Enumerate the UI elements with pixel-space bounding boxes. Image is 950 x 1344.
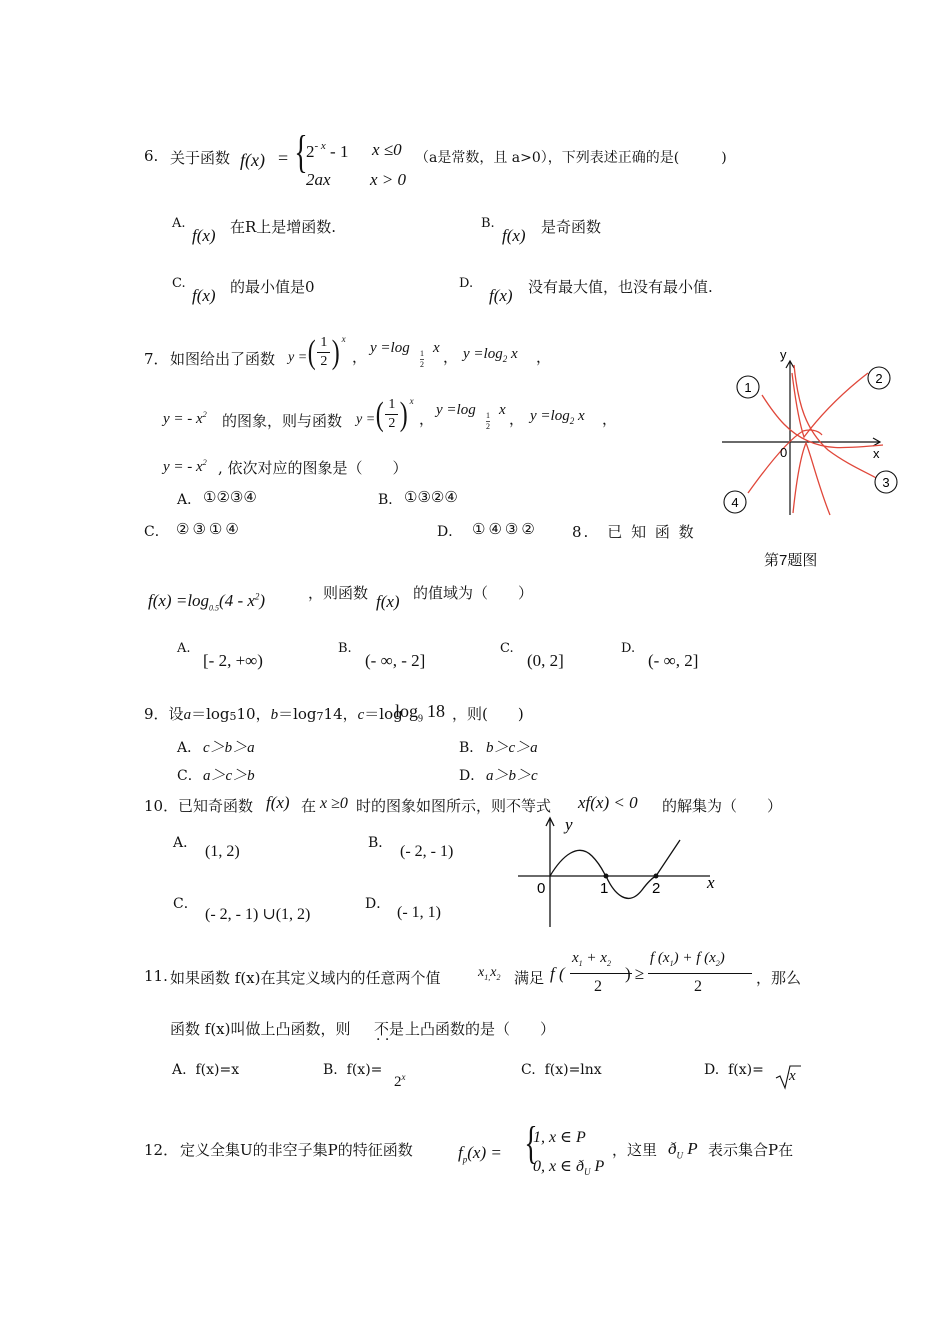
q10-opt-c-math: (- 2, - 1) ∪(1, 2) xyxy=(205,906,311,923)
q6-piece2: 2ax xyxy=(306,170,331,189)
q6-opt-a-math: f(x) xyxy=(192,226,216,245)
q12-piece2: 0, x ∈ $ð_U$ P xyxy=(533,1158,605,1178)
q10-lead: 已知奇函数 xyxy=(178,797,254,815)
q6-tail: （a是常数，且 a>0），下列表述正确的是( ) xyxy=(415,150,727,166)
q6-opt-d-text: 没有最大值，也没有最小值. xyxy=(528,278,713,296)
q10-tail: 的解集为（ ） xyxy=(662,797,783,815)
q6-opt-a-text: 在R上是增函数. xyxy=(230,218,337,236)
q7-opt-b-label: B． xyxy=(378,492,403,508)
q9-opt-a-math: c＞b＞a xyxy=(203,740,255,756)
q10-x-label: x xyxy=(707,873,715,892)
q7-curve-3 xyxy=(794,365,878,479)
q7-opt-a-text: ①②③④ xyxy=(203,488,257,506)
q7-circle-label-3: 3 xyxy=(882,475,890,490)
q6-opt-c-text: 的最小值是0 xyxy=(230,278,315,296)
q7-opt-c-text: ②③①④ xyxy=(176,520,242,538)
q11-number: 11. xyxy=(144,967,168,985)
q11-lhs-bar xyxy=(570,973,632,974)
q10-opt-c-label: C． xyxy=(173,896,198,912)
q10-origin-label: 0 xyxy=(537,880,546,897)
q6-opt-d-label: D. xyxy=(459,276,474,291)
q11-vars: $x_{1,}x_2$ xyxy=(478,965,501,982)
q12-tail: 表示集合P在 xyxy=(708,1141,794,1159)
q11-line2-a: 函数 f(x)叫做上凸函数，则 xyxy=(170,1020,351,1038)
q7-circle-label-2: 2 xyxy=(875,371,883,386)
q11-opt-a: A. f(x)=x xyxy=(172,1062,240,1078)
q7-opt-c-label: C． xyxy=(144,524,169,540)
q6-opt-c-math: f(x) xyxy=(192,286,216,305)
q7-half-1: ( $\frac{1}{2}$ ) $^x$ xyxy=(307,333,346,371)
q10-tick-1: 1 xyxy=(600,880,609,897)
q8-fx2: f(x) xyxy=(376,592,400,611)
q11-line2-b: 上凸函数的是（ ） xyxy=(405,1020,556,1038)
q8-opt-b-math: (- ∞, - 2] xyxy=(365,651,426,670)
q11-lhs-num: $x_1 + x_2$ xyxy=(572,950,611,968)
q7-lead: 如图给出了函数 xyxy=(170,350,276,368)
q10-point-1 xyxy=(604,874,609,879)
q11-lead: 如果函数 f(x)在其定义域内的任意两个值 xyxy=(170,969,441,987)
q12-piece1: 1, x ∈ P xyxy=(533,1129,586,1146)
q7-curve-4 xyxy=(748,430,822,493)
q6-opt-b-math: f(x) xyxy=(502,226,526,245)
q10-y-label: y xyxy=(565,815,573,834)
q12-complement: $ð_U$ P xyxy=(668,1139,698,1161)
q10-opt-b-math: (- 2, - 1) xyxy=(400,843,454,860)
q6-fx: f(x) xyxy=(240,150,265,170)
q8-lead: 8. 已 知 函 数 xyxy=(572,523,696,541)
q9-line: 9．设$a=\log_510$，$b=\log_714$，c＝log xyxy=(144,705,403,723)
q7-neg-x2: y = - $x^2$ xyxy=(163,410,207,427)
q10-ineq: xf(x) < 0 xyxy=(578,793,638,812)
q10-number: 10． xyxy=(144,797,179,815)
q9-opt-c-label: C． xyxy=(177,768,202,784)
q11-mid: 满足 xyxy=(514,969,545,987)
q7-line3-tail: , 依次对应的图象是（ ） xyxy=(218,459,408,477)
q7-x-label: x xyxy=(873,446,880,461)
q7-line2-lead: 的图象，则与函数 xyxy=(222,412,343,430)
q9-opt-d-label: D． xyxy=(459,768,485,784)
q10-point-2 xyxy=(654,874,659,879)
q7-opt-b-text: ①③②④ xyxy=(404,488,458,506)
q11-tail: ，那么 xyxy=(756,969,802,987)
q6-lead: 关于函数 xyxy=(170,149,231,167)
q8-opt-b-label: B. xyxy=(338,641,352,656)
q12-fp: $f_p(x)$ = xyxy=(458,1143,502,1165)
q7-origin-label: 0 xyxy=(780,445,788,460)
q7-sub-half: 1 2 xyxy=(420,349,424,369)
q7-opt-d-label: D． xyxy=(437,524,463,540)
q11-rhs-bar xyxy=(648,973,752,974)
q7-curve-2 xyxy=(792,373,868,437)
q7-opt-a-label: A． xyxy=(177,492,202,508)
q6-brace: { xyxy=(294,126,308,177)
q10-graph xyxy=(510,812,725,930)
q9-opt-b-math: b＞c＞a xyxy=(486,740,538,756)
q9-opt-c-math: a＞c＞b xyxy=(203,768,255,784)
q6-opt-d-math: f(x) xyxy=(489,286,513,305)
q11-sqrt-sign xyxy=(775,1064,801,1090)
question-11: 11. 如果函数 f(x)在其定义域内的任意两个值 $x_{1,}x_2$ 满足 f ( $x_1 + x_2$ 2 ) ≥ f $(x_1) + f$ $(x_2)$ 2 ，那么 函数 f(x)叫做上凸函数，则 不是 · · 上凸函数的是（ ） A. f(x)=x B. f(x)= $2^x$ C. f(x)=lnx D. f(x)= x xyxy=(0,0,950,21)
q6-number: 6. xyxy=(144,147,159,165)
q9-c-value: $\log_9 18$ xyxy=(395,701,446,725)
q12-number: 12． xyxy=(144,1141,179,1159)
q8-tail: 的值域为（ ） xyxy=(413,584,534,602)
q10-tick-2: 2 xyxy=(652,880,661,897)
q10-opt-a-math: (1, 2) xyxy=(205,843,240,860)
q9-opt-d-math: a＞b＞c xyxy=(486,768,538,784)
q12-lead: 定义全集U的非空子集P的特征函数 xyxy=(180,1141,413,1159)
q6-opt-a-label: A. xyxy=(172,216,186,231)
q6-opt-c-label: C. xyxy=(172,276,186,291)
q6-opt-b-label: B. xyxy=(481,216,495,231)
q11-opt-d: D. f(x)= xyxy=(704,1062,764,1078)
q11-opt-c: C. f(x)=lnx xyxy=(521,1062,602,1078)
q7-half-2: ( $\frac{1}{2}$ ) $^x$ xyxy=(375,395,414,433)
q6-cond1: x ≤0 xyxy=(372,140,402,159)
q10-cond: x ≥0 xyxy=(320,795,348,812)
q10-opt-d-math: (- 1, 1) xyxy=(397,904,441,921)
q9-tail: ，则( ) xyxy=(452,705,524,723)
q8-opt-d-label: D. xyxy=(621,641,636,656)
q7-number: 7． xyxy=(144,350,169,368)
q7-y-label: y xyxy=(780,347,787,362)
q8-opt-c-math: (0, 2] xyxy=(527,651,564,670)
q11-opt-b: B. f(x)= xyxy=(323,1062,383,1078)
q12-brace: { xyxy=(524,1117,538,1168)
q10-opt-a-label: A． xyxy=(173,835,198,851)
q8-fx: $f(x) =\log_{0.5}(4 - x^2)$ xyxy=(148,591,266,613)
q7-circle-label-4: 4 xyxy=(731,495,739,510)
q8-middle: ，则函数 xyxy=(308,584,369,602)
q11-line2-emphasis: 不是 · · xyxy=(374,1018,404,1039)
q10-fx: f(x) xyxy=(266,793,290,812)
q9-opt-b-label: B． xyxy=(459,740,484,756)
q8-opt-a-math: [- 2, +∞) xyxy=(203,651,263,670)
q6-eq: = xyxy=(278,148,289,168)
q7-circle-label-1: 1 xyxy=(744,380,752,395)
q7-caption: 第7题图 xyxy=(764,552,818,569)
q6-piece1: $2^{- x} - 1$ xyxy=(306,140,349,161)
q10-opt-b-label: B． xyxy=(368,835,393,851)
q12-mid: ，这里 xyxy=(612,1141,658,1159)
q7-eq3: $y =\log_2$ x xyxy=(463,346,518,364)
q11-opt-d-math: x xyxy=(789,1068,796,1084)
q7-eq1: y = xyxy=(288,350,308,365)
q6-cond2: x > 0 xyxy=(370,170,407,189)
q7-eq2: y =log xyxy=(370,340,410,356)
q9-opt-a-label: A． xyxy=(177,740,202,756)
q8-opt-c-label: C. xyxy=(500,641,514,656)
q8-opt-d-math: (- ∞, 2] xyxy=(648,651,699,670)
q7-graph xyxy=(718,345,900,525)
q7-curve-4b xyxy=(793,443,830,515)
q6-opt-b-text: 是奇函数 xyxy=(541,218,602,236)
q10-opt-d-label: D． xyxy=(365,896,391,912)
q11-opt-b-math: 2$^x$ xyxy=(394,1072,406,1090)
q7-opt-d-text: ①④③② xyxy=(472,520,538,538)
q11-rhs-num: f $(x_1) + f$ $(x_2)$ xyxy=(650,950,725,968)
q8-opt-a-label: A. xyxy=(177,641,191,656)
q7-curve-1 xyxy=(762,395,883,448)
q10-curve xyxy=(550,840,680,898)
